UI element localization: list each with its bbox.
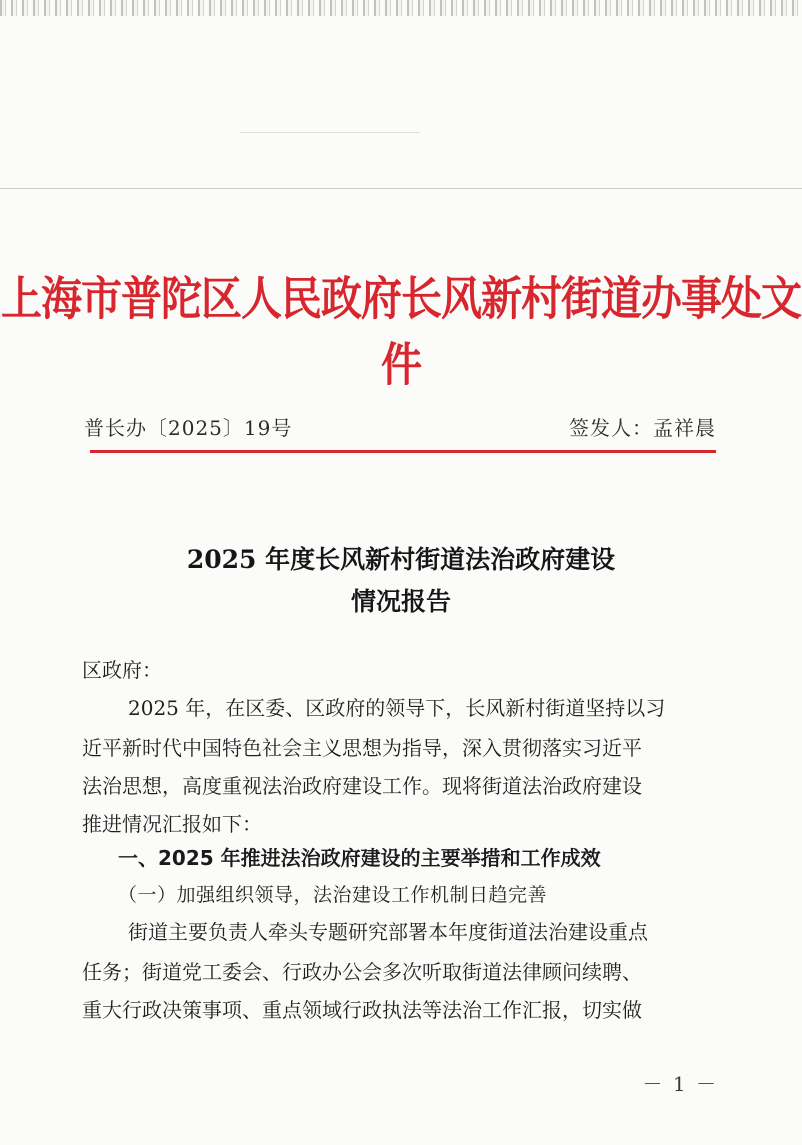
- scan-line: [240, 132, 420, 133]
- document-issuer-header: 上海市普陀区人民政府长风新村街道办事处文件: [1, 272, 801, 392]
- red-divider-line: [90, 450, 716, 453]
- paragraph-line: 街道主要负责人牵头专题研究部署本年度街道法治建设重点: [128, 920, 648, 944]
- section-heading: 一、2025 年推进法治政府建设的主要举措和工作成效: [118, 846, 601, 870]
- signer: 签发人：孟祥晨: [569, 416, 716, 440]
- page-number: － 1 －: [642, 1072, 718, 1096]
- document-number: 普长办〔2025〕19号: [84, 416, 293, 440]
- intro-line: 推进情况汇报如下：: [82, 812, 262, 836]
- intro-line: 2025 年，在区委、区政府的领导下，长风新村街道坚持以习: [128, 696, 666, 720]
- scan-artifact-top: [0, 0, 802, 16]
- addressee: 区政府：: [82, 658, 162, 682]
- subsection-heading: （一）加强组织领导，法治建设工作机制日趋完善: [118, 884, 548, 906]
- report-title-line1: 2025 年度长风新村街道法治政府建设: [186, 545, 616, 574]
- intro-line: 法治思想，高度重视法治政府建设工作。现将街道法治政府建设: [82, 774, 642, 798]
- paragraph-line: 任务；街道党工委会、行政办公会多次听取街道法律顾问续聘、: [82, 960, 642, 984]
- report-title-line2: 情况报告: [350, 587, 451, 616]
- paragraph-line: 重大行政决策事项、重点领域行政执法等法治工作汇报，切实做: [82, 998, 642, 1022]
- intro-line: 近平新时代中国特色社会主义思想为指导，深入贯彻落实习近平: [82, 736, 642, 760]
- scan-line: [0, 188, 802, 189]
